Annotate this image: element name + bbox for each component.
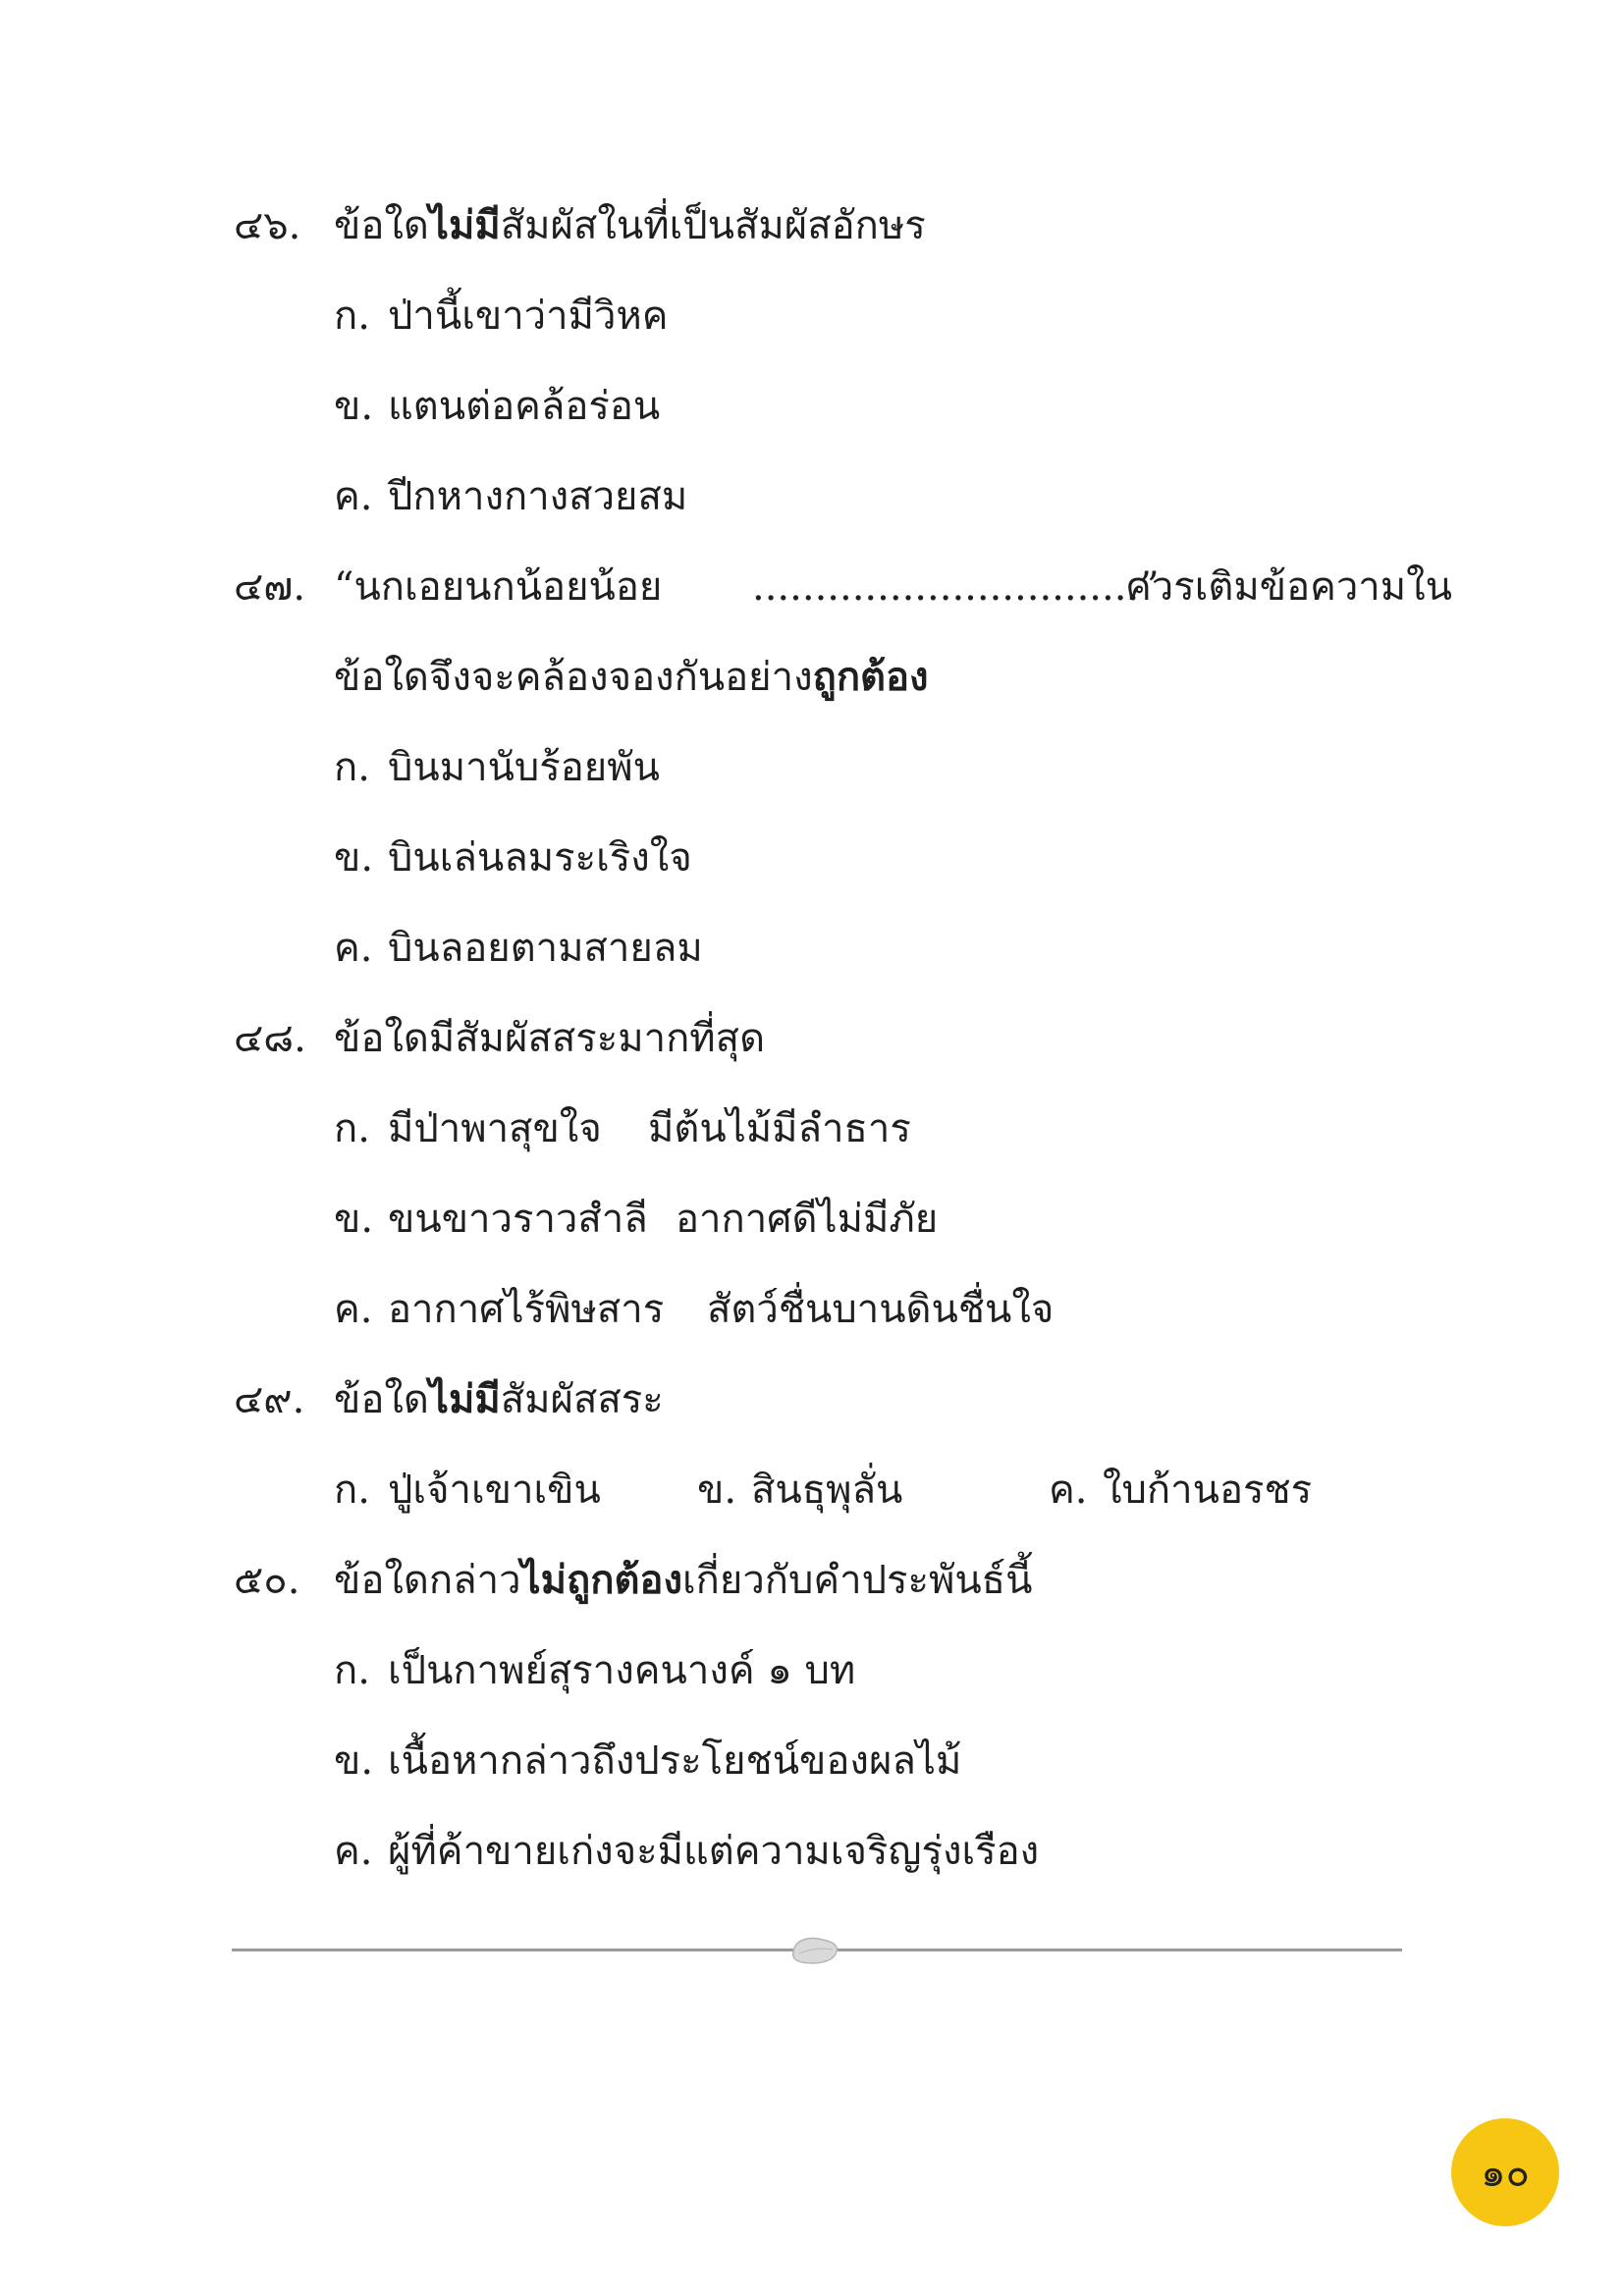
question-quote: “นกเอยนกน้อยน้อย — [334, 564, 663, 610]
question-stem-tail: ควรเติมข้อความใน — [1125, 564, 1453, 610]
question-stem: ข้อใดจึงจะคล้องจองกันอย่างถูกต้อง — [334, 654, 929, 700]
question-number: ๔๙. — [234, 1377, 305, 1422]
question-number: ๔๘. — [234, 1016, 306, 1061]
question-stem: ข้อใดไม่มีสัมผัสสระ — [334, 1376, 664, 1422]
page-number-badge — [1451, 2118, 1559, 2226]
question-number: ๔๗. — [234, 564, 306, 610]
question-blank: ...............................” — [752, 564, 1160, 610]
page-number: ๑๐ — [1481, 2151, 1530, 2196]
question-stem: ข้อใดกล่าวไม่ถูกต้องเกี่ยวกับคำประพันธ์นี้ — [334, 1557, 1033, 1603]
question-number: ๔๖. — [234, 203, 301, 248]
question-stem: ข้อใดไม่มีสัมผัสในที่เป็นสัมผัสอักษร — [334, 202, 926, 248]
leaf-ornament-icon — [789, 1934, 840, 1967]
question-stem: ข้อใดมีสัมผัสสระมากที่สุด — [334, 1016, 766, 1061]
question-number: ๕๐. — [234, 1558, 300, 1603]
